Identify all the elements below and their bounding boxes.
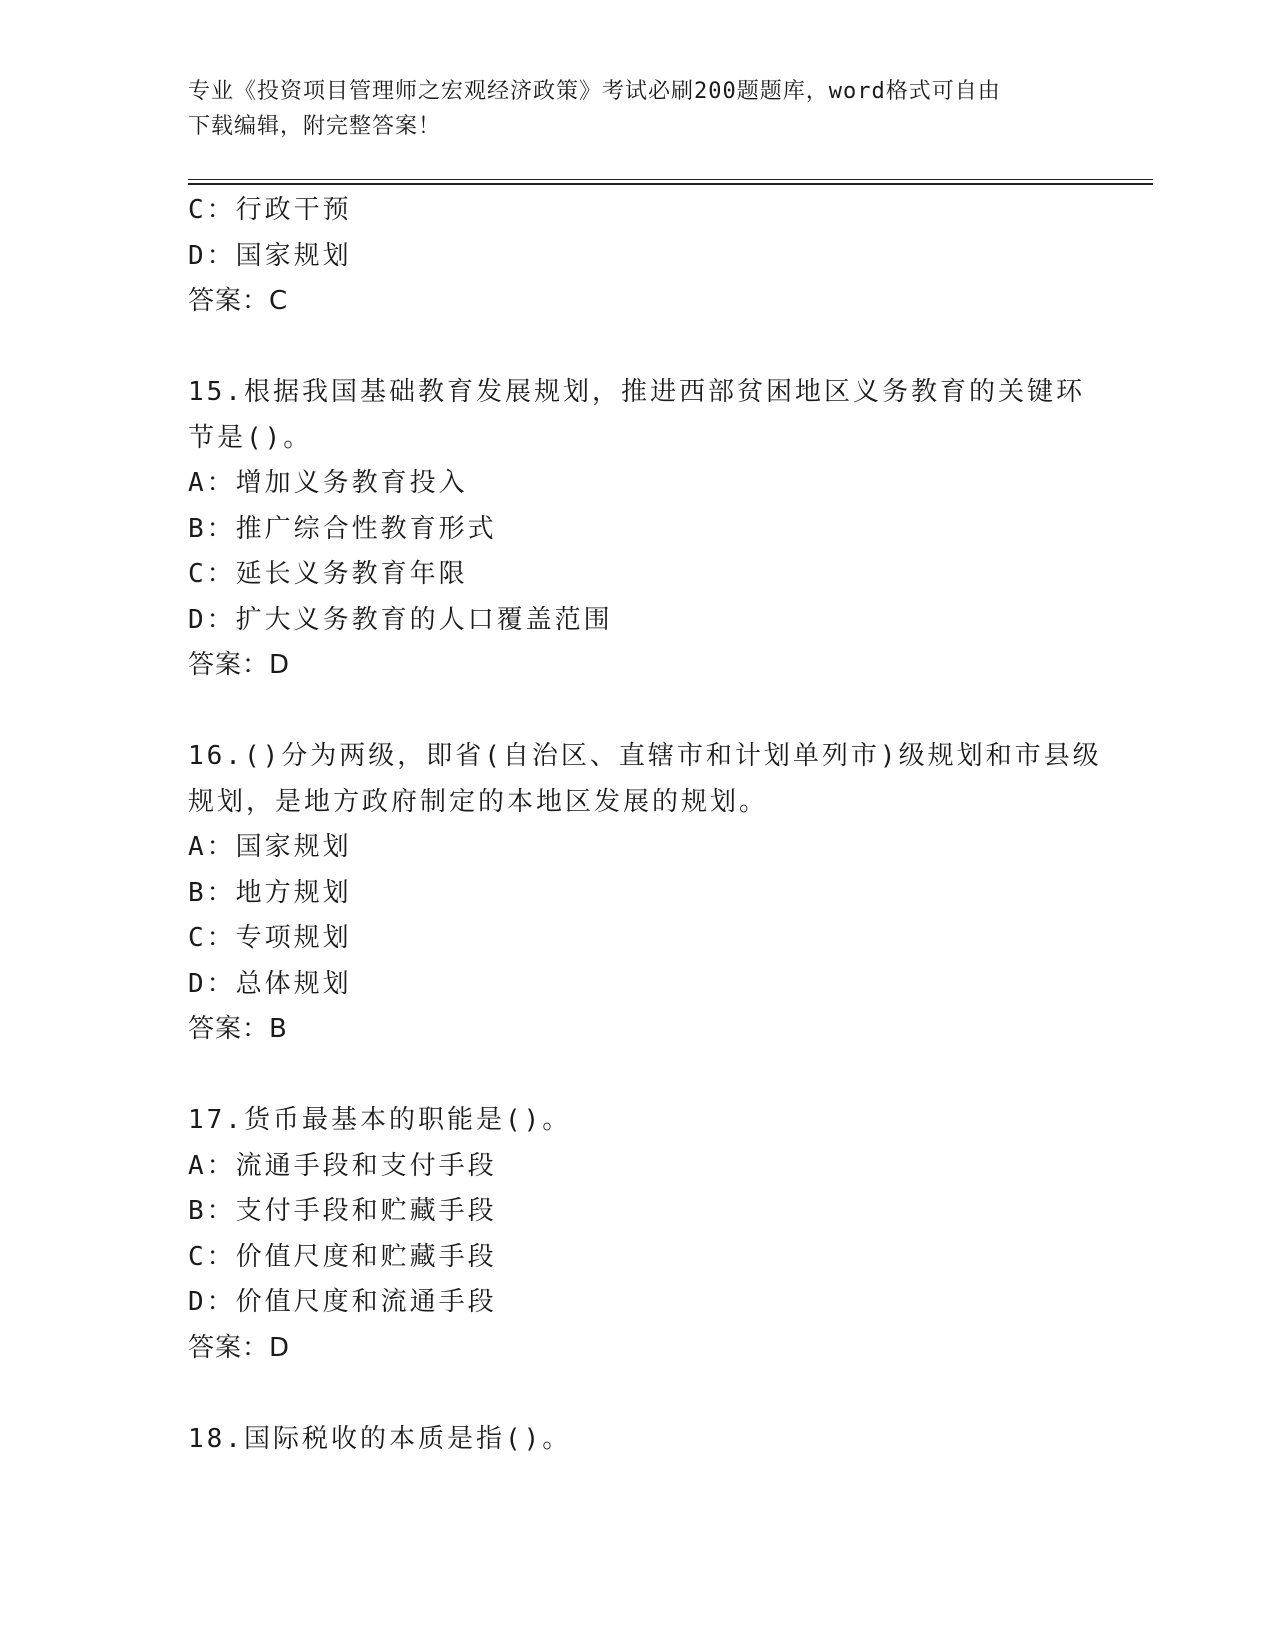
option-a: A：国家规划 [188,832,352,862]
option-d: D：价值尺度和流通手段 [188,1287,497,1317]
option-a: A：增加义务教育投入 [188,468,468,498]
header-line-2: 下载编辑，附完整答案！ [188,114,442,139]
option-c: C：专项规划 [188,923,352,953]
question-stem: 17.货币最基本的职能是()。 [188,1105,572,1135]
spacer [188,689,1088,735]
answer: 答案：C [188,286,289,316]
option-d: D：国家规划 [188,240,352,271]
question-16 [188,734,1102,1053]
option-b: B：地方规划 [188,877,352,908]
question-stem-line-1: 15.根据我国基础教育发展规划，推进西部贫困地区义务教育的关键环 [188,377,1085,407]
header-divider-thin [188,179,1153,180]
option-b: B：推广综合性教育形式 [188,513,497,544]
answer: 答案：D [188,650,291,680]
question-15 [188,370,1088,689]
question-18 [188,1417,1088,1463]
option-c: C：延长义务教育年限 [188,559,468,589]
spacer [188,1053,1088,1099]
option-d: D：扩大义务教育的人口覆盖范围 [188,604,613,635]
question-14-tail [188,188,1088,325]
question-list [188,188,1102,1462]
question-stem: 18.国际税收的本质是指()。 [188,1423,572,1454]
option-d: D：总体规划 [188,968,352,999]
spacer [188,1371,1088,1417]
option-a: A：流通手段和支付手段 [188,1150,497,1181]
answer: 答案：B [188,1014,288,1044]
header-line-1: 专业《投资项目管理师之宏观经济政策》考试必刷200题题库，word格式可自由 [188,79,1001,104]
question-stem-line-2: 规划，是地方政府制定的本地区发展的规划。 [188,786,769,817]
option-b: B：支付手段和贮藏手段 [188,1196,497,1226]
question-stem-line-2: 节是()。 [188,422,313,453]
document-header [188,74,1068,144]
spacer [188,325,1088,371]
question-stem-line-1: 16.()分为两级，即省(自治区、直辖市和计划单列市)级规划和市县级 [188,741,1102,771]
option-c: C：行政干预 [188,195,352,225]
question-17 [188,1098,1088,1371]
option-c: C：价值尺度和贮藏手段 [188,1241,497,1272]
answer: 答案：D [188,1332,291,1363]
header-divider-thick [188,183,1153,185]
